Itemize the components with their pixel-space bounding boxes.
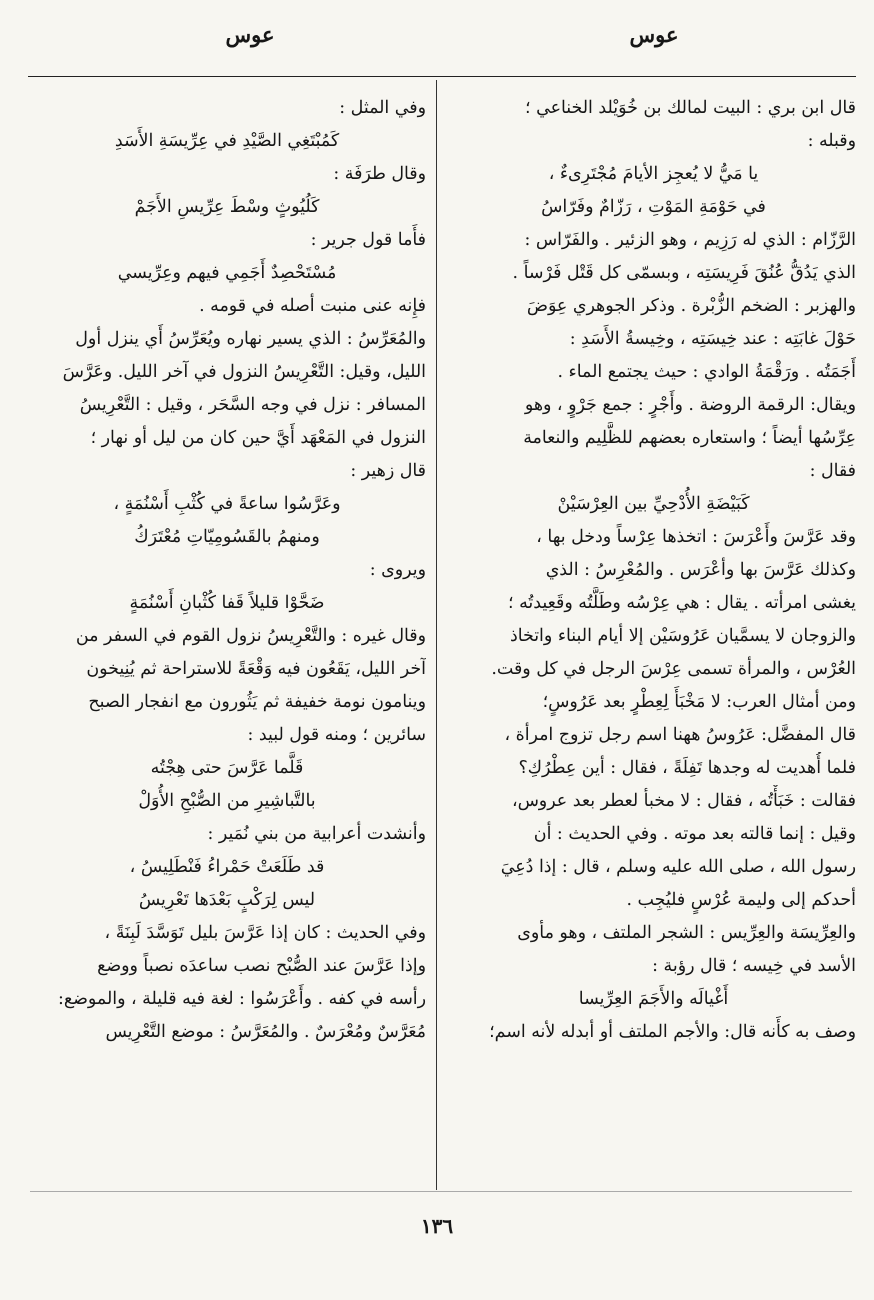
text-line: والعِرِّيسَة والعِرِّيس : الشجر الملتف ، وهو مأوى bbox=[517, 923, 856, 943]
text-line: العُرْس ، والمرأة تسمى عِرْسَ الرجل في كل وقت. bbox=[491, 659, 856, 679]
text-line: وقد عَرَّسَ وأَعْرَسَ : اتخذها عِرْساً ودخل بها ، bbox=[536, 527, 856, 547]
verse-line: كَمُبْتَغِي الصَّيْدِ في عِرِّيسَةِ الأَسَدِ bbox=[114, 131, 340, 151]
text-line: والمُعَرِّسُ : الذي يسير نهاره ويُعَرِّسُ أَي ينزل أول bbox=[75, 329, 426, 349]
text-line: وأنشدت أعرابية من بني نُمَير : bbox=[207, 824, 426, 844]
text-line: النزول في المَعْهَد أَيَّ حين كان من ليل أو نهار ؛ bbox=[90, 428, 426, 448]
verse-line: ليس لِرَكْبٍ بَعْدَها تَعْرِيسُ bbox=[138, 890, 316, 910]
text-line: سائرين ؛ ومنه قول لبيد : bbox=[247, 725, 426, 745]
text-line: فقالت : خَبَأْتُه ، فقال : لا مخبأ لعطر بعد عروس، bbox=[511, 791, 856, 811]
text-line: والهزبر : الضخم الزُّبْرة . وذكر الجوهري عِوَضَ bbox=[526, 296, 856, 316]
text-line: وكذلك عَرَّسَ بها وأعْرَس . والمُعْرِسُ : الذي bbox=[545, 560, 856, 580]
text-line: الرَّزّام : الذي له رَزِيم ، وهو الزئير . والفَرّاس : bbox=[524, 230, 856, 250]
text-line: قال ابن بري : البيت لمالك بن خُوَيْلد الخناعي ؛ bbox=[525, 98, 856, 118]
text-line: وقال طرَفَة : bbox=[333, 164, 426, 184]
text-line: وفي المثل : bbox=[339, 98, 426, 118]
verse-line: في حَوْمَةِ المَوْتِ ، رَزّامٌ وفَرّاسُ bbox=[541, 197, 766, 217]
verse-line: أَغْيالَه والأَجَمَ العِرِّيسا bbox=[578, 989, 729, 1009]
header-word-right: عوس bbox=[629, 22, 679, 47]
text-line: أحدكم إلى وليمة عُرْسٍ فليُجِب . bbox=[626, 890, 856, 910]
verse-line: وعَرَّسُوا ساعةً في كُثْبِ أَسْنُمَةٍ ، bbox=[113, 494, 341, 514]
text-line: وقال غيره : والتَّعْرِيسُ نزول القوم في السفر من bbox=[75, 626, 426, 646]
page-number: ١٣٦ bbox=[420, 1214, 454, 1238]
verse-line: يا مَيُّ لا يُعجِز الأيامَ مُجْتَرِىءٌ ، bbox=[548, 164, 759, 184]
text-line: وصف به كأَنه قال: والأجم الملتف أو أبدله لأنه اسم؛ bbox=[489, 1022, 856, 1042]
verse-line: ومنهمُ بالقَسُومِيّاتِ مُعْتَرَكُ bbox=[134, 527, 320, 547]
text-line: فلما أُهديت له وجدها تَفِلَةً ، فقال : أين عِطْرُكِ؟ bbox=[518, 758, 856, 778]
text-line: وفي الحديث : كان إذا عَرَّسَ بليل تَوَسَّدَ لَبِنَةً ، bbox=[104, 923, 426, 943]
text-line: الليل، وقيل: التَّعْرِيسُ النزول في آخر الليل. وعَرَّسَ bbox=[62, 362, 426, 382]
text-line: آخر الليل، يَقَعُون فيه وَقْعَةً للاستراحة ثم يُنِيخون bbox=[86, 659, 426, 679]
header-word-left: عوس bbox=[225, 22, 275, 47]
text-line: ويقال: الرقمة الروضة . وأَجْرٍ : جمع جَرْوٍ ، وهو bbox=[524, 395, 856, 415]
left-column bbox=[28, 92, 426, 1188]
text-line: مُعَرَّسٌ ومُعْرَسٌ . والمُعَرَّسُ : موضع التَّعْرِيس bbox=[105, 1022, 426, 1042]
text-line: قال المفضَّل: عَرُوسُ ههنا اسم رجل تزوج امرأة ، bbox=[504, 725, 856, 745]
text-line: وينامون نومة خفيفة ثم يَثُورون مع انفجار الصبح bbox=[88, 692, 426, 712]
text-line: والزوجان لا يسمَّيان عَرُوسَيْن إلا أيام البناء واتخاذ bbox=[509, 626, 856, 646]
text-line: قال زهير : bbox=[350, 461, 426, 481]
text-line: فإِنه عنى منبت أصله في قومه . bbox=[199, 296, 426, 316]
column-divider bbox=[436, 80, 437, 1190]
text-line: وقبله : bbox=[807, 131, 856, 151]
text-line: المسافر : نزل في وجه السَّحَر ، وقيل : التَّعْرِيسُ bbox=[79, 395, 426, 415]
right-column bbox=[451, 92, 856, 1188]
text-line: فأَما قول جرير : bbox=[310, 230, 426, 250]
text-line: ويروى : bbox=[369, 560, 426, 580]
text-line: فقال : bbox=[809, 461, 856, 481]
text-line: رأسه في كفه . وأَعْرَسُوا : لغة فيه قليلة ، والموضع: bbox=[58, 989, 426, 1009]
text-line: عِرِّسُها أيضاً ؛ واستعاره بعضهم للظَّلِيم والنعامة bbox=[523, 428, 856, 448]
verse-line: بالتَّباشِيرِ من الصُّبْحِ الأُوَلْ bbox=[138, 791, 316, 811]
text-line: حَوْلَ غابَتِه : عند خِيسَتِه ، وخِيسةُ الأَسَدِ : bbox=[569, 329, 856, 349]
text-line: يغشى امرأته . يقال : هي عِرْسُه وطَلَّتُه وقَعِيدتُه ؛ bbox=[508, 593, 856, 613]
verse-line: ضَحَّوْا قليلاً قَفا كُثْبانِ أَسْنُمَةٍ bbox=[129, 593, 325, 613]
text-line: أَجَمَتُه . ورَقْمَةُ الوادي : حيث يجتمع الماء . bbox=[557, 362, 856, 382]
verse-line: كَبَيْضَةِ الأُدْحِيِّ بين العِرْسَيْنْ bbox=[557, 494, 750, 514]
footer-rule bbox=[30, 1191, 852, 1192]
verse-line: قَلَّما عَرَّسَ حتى هِجْتُه bbox=[150, 758, 304, 778]
verse-line: مُسْتَحْصِدٌ أَجَمِي فيهم وعِرِّيسي bbox=[117, 263, 337, 283]
text-line: رسول الله ، صلى الله عليه وسلم ، قال : إذا دُعِيَ bbox=[500, 857, 856, 877]
text-line: الذي يَدُقُّ عُنُقَ فَرِيسَتِه ، وبسمّى كل قَتْل فَرْساً . bbox=[512, 263, 856, 283]
header-rule bbox=[28, 76, 856, 77]
text-line: الأسد في خِيسه ؛ قال رؤبة : bbox=[652, 956, 856, 976]
text-line: ومن أمثال العرب: لا مَخْبَأَ لِعِطْرٍ بعد عَرُوسٍ؛ bbox=[542, 692, 856, 712]
verse-line: قد طَلَعَتْ حَمْراءُ فَنْطَلِيسُ ، bbox=[129, 857, 325, 877]
verse-line: كَلُيُوثٍ وسْطَ عِرِّيسِ الأَجَمْ bbox=[134, 197, 320, 217]
text-line: وإذا عَرَّسَ عند الصُّبْح نصب ساعدَه نصباً ووضع bbox=[97, 956, 426, 976]
text-line: وقيل : إنما قالته بعد موته . وفي الحديث : أن bbox=[533, 824, 856, 844]
